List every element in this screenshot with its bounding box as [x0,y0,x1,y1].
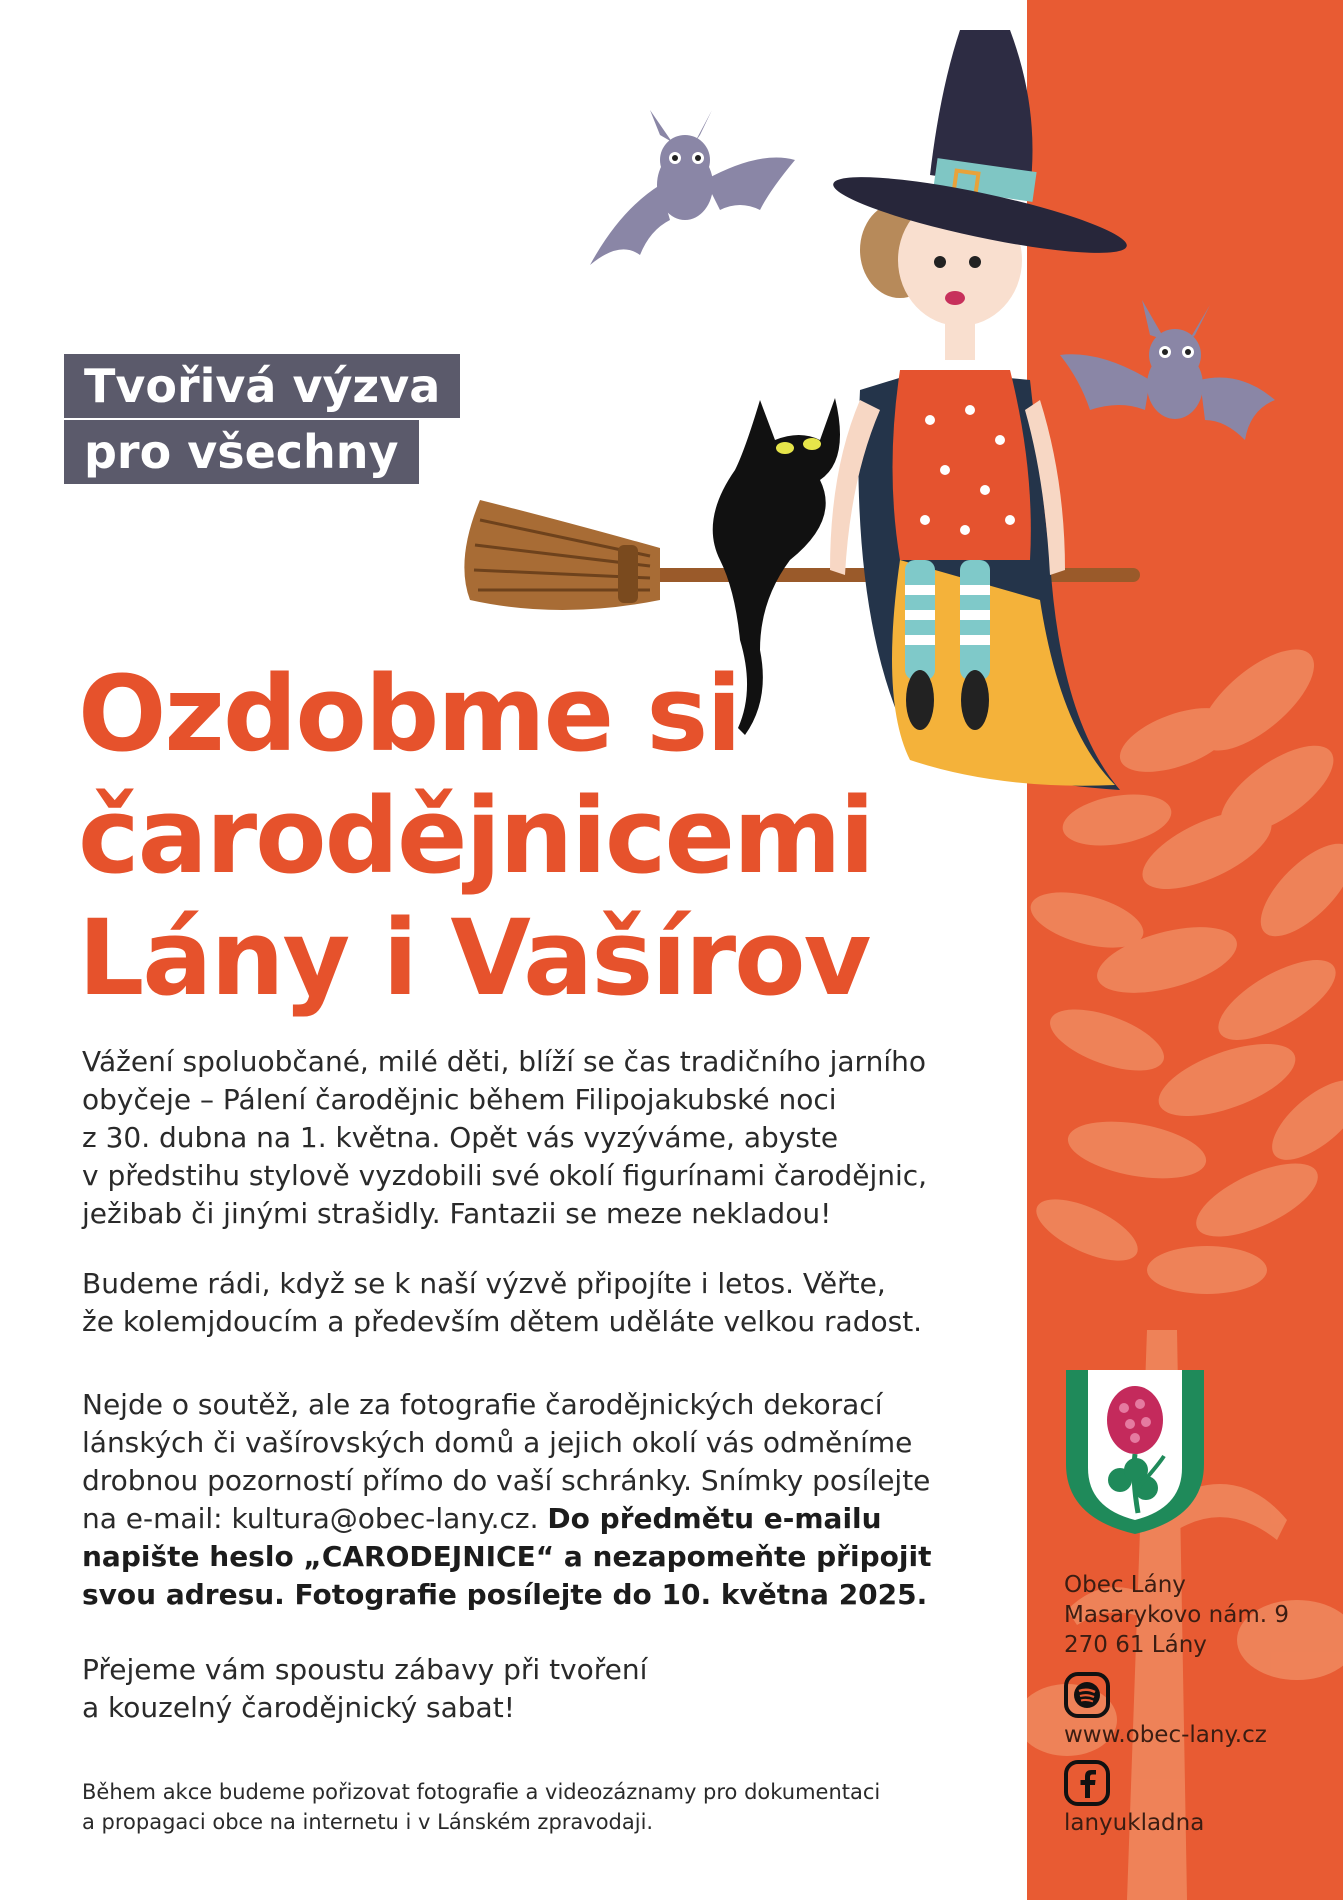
contact-street: Masarykovo nám. 9 [1064,1602,1289,1628]
municipal-crest-icon [1064,1368,1206,1536]
spotify-icon[interactable] [1064,1672,1110,1718]
text-line: z 30. dubna na 1. května. Opět vás vyzýváme, abyste [82,1121,839,1154]
headline-line3: Lány i Vašírov [78,897,870,1019]
contact-address [1064,1570,1289,1660]
text-line: ježibab či jinými strašidly. Fantazii se meze nekladou! [82,1197,832,1230]
paragraph-photos [82,1386,982,1614]
footnote-line: Během akce budeme pořizovat fotografie a videozáznamy pro dokumentaci [82,1780,881,1804]
text-line: Budeme rádi, když se k naší výzvě připojíte i letos. Věřte, [82,1267,886,1300]
paragraph-wishes [82,1651,982,1727]
text-line: obyčeje – Pálení čarodějnic během Filipojakubské noci [82,1083,837,1116]
facebook-icon[interactable] [1064,1760,1110,1806]
contact-city: 270 61 Lány [1064,1632,1207,1658]
headline-line1: Ozdobme si [78,653,740,775]
text-line: a kouzelný čarodějnický sabat! [82,1691,515,1724]
text-line: Přejeme vám spoustu zábavy při tvoření [82,1653,648,1686]
contact-name: Obec Lány [1064,1572,1186,1598]
paragraph-join [82,1265,982,1341]
text-line: Nejde o soutěž, ale za fotografie čarodějnických dekorací [82,1388,883,1421]
text-line: v předstihu stylově vyzdobili své okolí figurínami čarodějnic, [82,1159,928,1192]
email-text: na e-mail: kultura@obec-lany.cz. [82,1502,548,1535]
text-line: lánských či vašírovských domů a jejich okolí vás odměníme [82,1426,913,1459]
text-line: drobnou pozorností přímo do vaší schránky. Snímky posílejte [82,1464,931,1497]
footnote [82,1777,880,1837]
instruction-bold: Do předmětu e-mailu [547,1502,882,1535]
bat-icon [1060,300,1275,440]
paragraph-intro [82,1043,982,1233]
headline-line2: čarodějnicemi [78,775,874,897]
text-line-bold: napište heslo „CARODEJNICE“ a nezapomeňte připojit [82,1540,932,1573]
bat-icon [590,110,795,265]
footnote-line: a propagaci obce na internetu i v Lánském zpravodaji. [82,1810,654,1834]
website-link[interactable]: www.obec-lany.cz [1064,1722,1267,1748]
text-line: Vážení spoluobčané, milé děti, blíží se čas tradičního jarního [82,1045,926,1078]
challenge-badge-line2: pro všechny [64,420,419,484]
text-line: že kolemjdoucím a především dětem uděláte velkou radost. [82,1305,923,1338]
text-line [82,1500,982,1538]
facebook-link[interactable]: lanyukladna [1064,1810,1205,1836]
challenge-badge-line1: Tvořivá výzva [64,354,460,418]
text-line-bold: svou adresu. Fotografie posílejte do 10. května 2025. [82,1578,928,1611]
